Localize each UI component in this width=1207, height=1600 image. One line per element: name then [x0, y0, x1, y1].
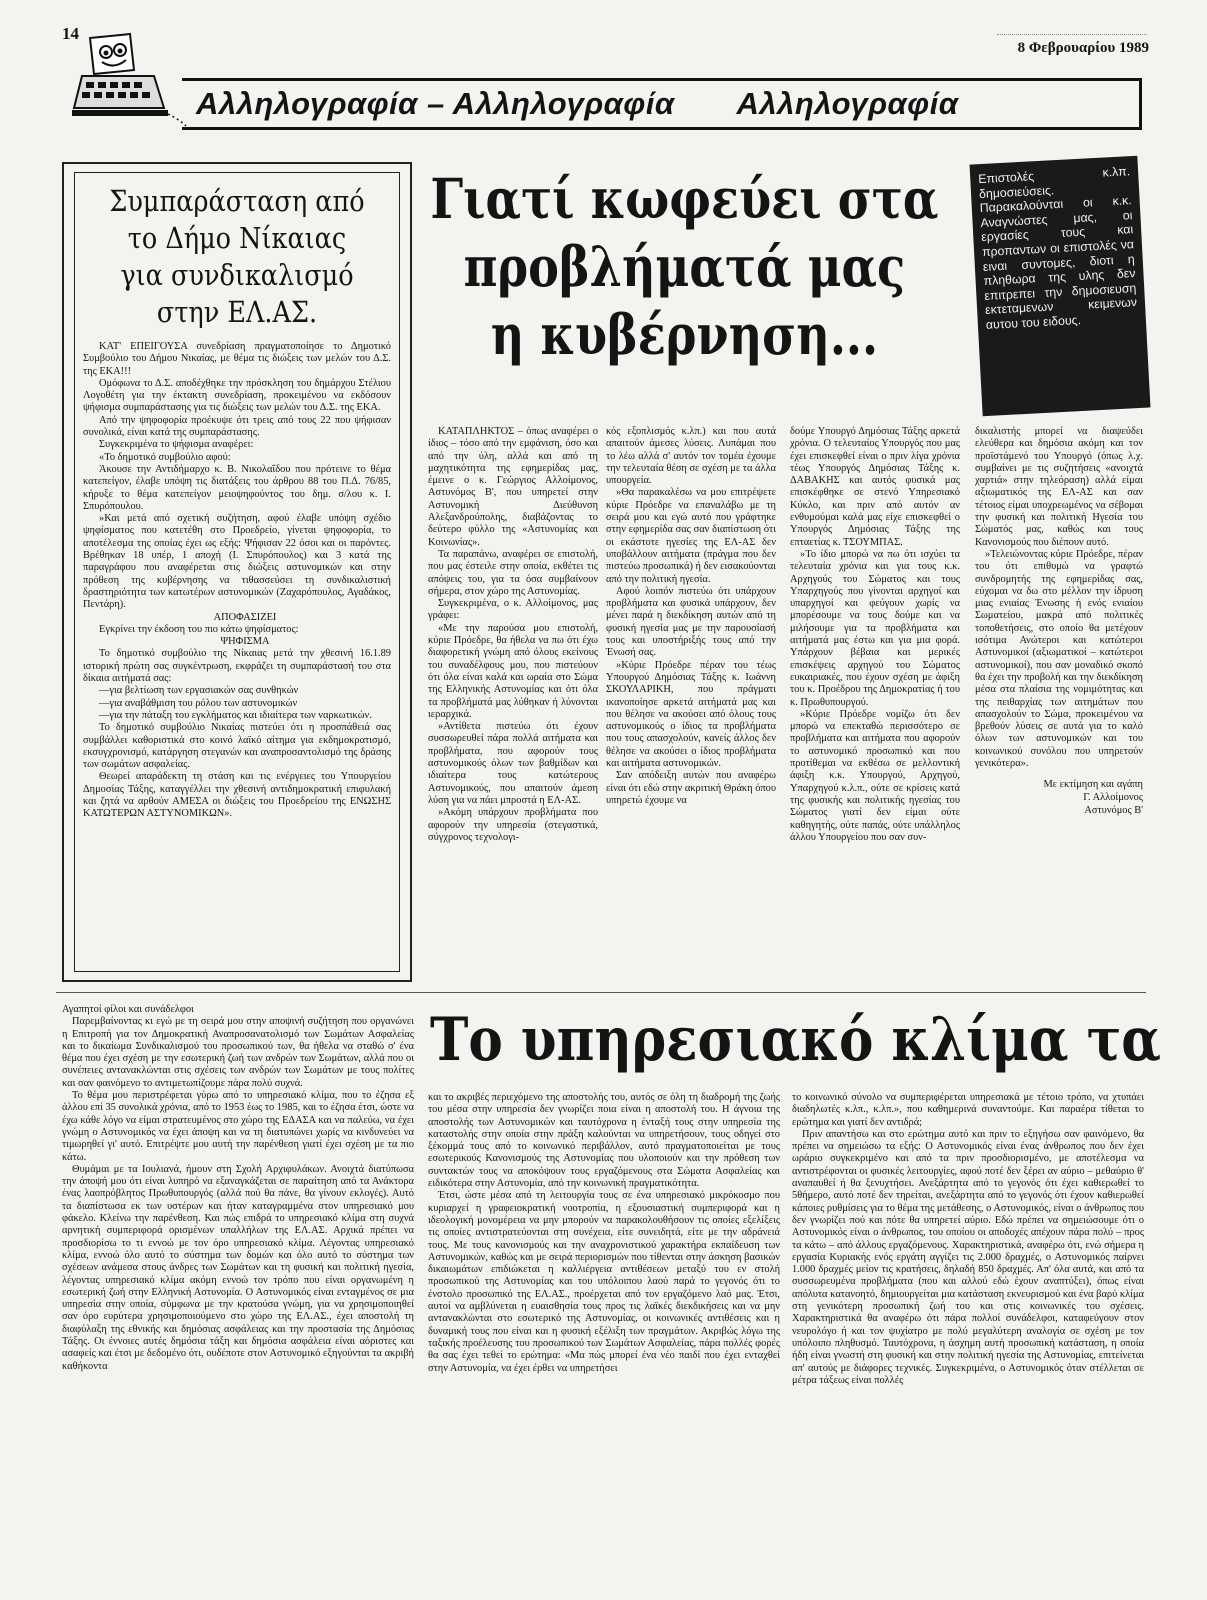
issue-date: 8 Φεβρουαρίου 1989 [1017, 40, 1149, 56]
editorial-notice: Επιστολές κ.λπ. δημοσιεύσεις. Παρακαλούνται οι κ.κ. Αναγνώστες μας, οι εργασίες τους και προπαντων οι επιστολές να ειναι συντομες, διοτι η πληθωρα της υλης δεν επιτρεπει την δημοσιευση εκτεταμενων κειμενων αυτου του ειδους. [970, 156, 1151, 416]
section-banner [182, 78, 1142, 130]
mascot-illustration-icon [68, 30, 188, 130]
banner-title: Αλληλογραφία [736, 86, 959, 121]
page-number: 14 [62, 24, 79, 43]
box-resolution: ΨΗΦΙΣΜΑ [220, 636, 270, 648]
section-divider [56, 992, 1146, 993]
article2-column-3: το κοινωνικό σύνολο να συμπεριφέρεται υπηρεσιακά με τέτοιο τρόπο, να χτυπάει διαδηλωτές κ.λπ., κ.λπ.», που καθημερινά συναντούμε. Και παραέρα τίθεται το ερώτημα και γιατί δεν αντιδρά; Πριν απαντήσω και στο ερώτημα αυτό και πριν το εξηγήσω σαν φαινόμενο, θα πρέπει να σημειώσω τα εξής: Ο Αστυνομικός είναι ένας άνθρωπος που δεν έχει ωράριο συγκεκριμένο και από τα πριν προσδιορισμένο, με αποτέλεσμα να αντιστρέφονται οι φυσικές λειτουργίες, αφού ποτέ δεν ξέρει αν αύριο – μεθαύριο θ' αναπαυθεί ή θα ξενυχτήσει. Ανεξάρτητα από το γεγονός ότι έχει καθιερωθεί το 5θήμερο, αυτό ποτέ δεν τηρείται, ανεξάρτητα από το γεγονός ότι έχουν καθιερωθεί κάποιες ρυθμίσεις για το θέμα της μετάθεσης, ο Αστυνομικός, είναι ο άνθρωπος που δεν γνωρίζει πού και πότε θα υπηρετεί αύριο. Εδώ πρέπει να σημειώσουμε ότι ο Αστυνομικός είναι ο άνθρωπος, του οποίου οι αποδοχές απέχουν πάρα πολύ – προς τα κάτω – από άλλους εργαζόμενους. Χαρακτηριστικά, αναφέρω ότι, ενώ σήμερα η εργασία Κυριακής ενός εργάτη αγγίζει τις 2.000 δραχμές, ο Αστυνομικός παίρνει 1.000 δραχμές μείον τις κρατήσεις, δηλαδή 850 δραχμές. Απ' όλα αυτά, και από τα συσσωρευμένα προβλήματα (που και αλλού εδώ έχουν αναπτύξει), όπως είναι απόλυτα κατανοητό, δημιουργείται μια κατάσταση εκνευρισμού και ένα βαρύ κλίμα στη γενικότερη προσωπική ζωή του και στις κοινωνικές του σχέσεις. Χαρακτηριστικά θα αναφέρω ότι πάρα πολλοί συνάδελφοι, καταφεύγουν στον νευρολόγο ή και τον ψυχίατρο με πολύ μεγαλύτερη αναλογία σε σχέση με τον υπόλοιπο πληθυσμό. Ταυτόχρονα, η άσχημη αυτή προσωπική κατάσταση, η οποία ήδη είναι γνωστή στη φυσική και στην πολιτική ηγεσία της Αστυνομίας, επιτείνεται απ' αυτούς με διάφορες τεχνικές. Συγκεκριμένα, ο Αστυνομικός όταν στέλλεται σε μέτρα τάξεως είναι πολλές [792, 1092, 1144, 1386]
main-headline: Γιατί κωφεύει στα προβλήματά μας η κυβέρνηση... [430, 166, 939, 367]
salutation: Αγαπητοί φίλοι και συνάδελφοι [62, 1004, 194, 1015]
box-body: ΚΑΤ' ΕΠΕΙΓΟΥΣΑ συνεδρίαση πραγματοποίησε το Δημοτικό Συμβούλιο του Δήμου Νικαίας, με θέμα τις διώξεις των μελών του Δ.Σ. της ΕΚΑ!!! Ομόφωνα το Δ.Σ. αποδέχθηκε την πρόσκληση του δημάρχου Στέλιου Λογοθέτη για την έκτακτη συνεδρίαση, προκειμένου να εκδόσουν ψήφισμα συμπαράστασης για τις διώξεις των μελών του Δ.Σ. της ΕΚΑ. Από την ψηφοφορία προέκυψε ότι τρεις από τους 22 που ψήφισαν συνολικά, είναι κατά της συμπαράστασης. Συγκεκριμένα το ψήφισμα αναφέρει: «Το δημοτικό συμβούλιο αφού: Άκουσε την Αντιδήμαρχο κ. Β. Νικολαΐδου που πρότεινε το θέμα κατεπείγον, έλαβε υπόψη τις διατάξεις του άρθρου 88 του Π.Δ. 76/85, κήρυξε το θέμα κατεπείγον μειοψηφούντος του δημ. σ/λου κ. Ι. Σπυρόπουλου. »Και μετά από σχετική συζήτηση, αφού έλαβε υπόψη σχέδιο ψηφίσματος που κατετέθη στο Προεδρείο, γίνεται ψηφοφορία, το αποτέλεσμα της οποίας έχει ως εξής: Ψήφισαν 22 όσοι και οι παρόντες. Βρέθηκαν 18 υπέρ, 1 αποχή (Ι. Σπυρόπουλος) και 3 κατά της παραγράφου που αναφέρεται στις διώξεις αστυνομικών και στην πρόθεση της κυβέρνησης να τιθασσεύσει τη συνδικαλιστική δραστηριότητα των κατωτέρων αστυνομικών (Ζαχαρόπουλος, Αγαδάκος, Πεντάρη). ΑΠΟΦΑΣΙΖΕΙ Εγκρίνει την έκδοση του πιο κάτω ψηφίσματος: ΨΗΦΙΣΜΑ Το δημοτικό συμβούλιο της Νίκαιας μετά την χθεσινή 16.1.89 ιστορική πρώτη σας συγκέντρωση, εκφράζει τη συμπαράστασή του στα δίκαια αιτήματά σας: —για βελτίωση των εργασιακών σας συνθηκών —για αναβάθμιση του ρόλου των αστυνομικών —για την πάταξη του εγκλήματος και ιδιαίτερα των ναρκωτικών. Το δημοτικό συμβούλιο Νικαίας πιστεύει ότι η προσπάθειά σας συμβάλλει καθοριστικά στο κοινό λαϊκό αίτημα για εκδημοκρατισμό, εκσυγχρονισμό, κατάργηση στεγανών και αναπροσαντολισμό της δράσης των σωμάτων ασφαλείας. Θεωρεί απαράδεκτη τη στάση και τις ενέργειες του Υπουργείου Δημοσίας Τάξης, καταγγέλλει την χθεσινή αντιδημοκρατική επιφυλακή και ζητά να αρθούν ΑΜΕΣΑ οι διώξεις του Προεδρείου της ΕΝΩΣΗΣ ΚΑΤΩΤΕΡΩΝ ΑΣΤΥΝΟΜΙΚΩΝ». [83, 341, 391, 820]
article2-column-1: Αγαπητοί φίλοι και συνάδελφοι Παρεμβαίνοντας κι εγώ με τη σειρά μου στην αποψινή συζήτηση που οργανώνει η Επιτροπή για τον Δημοκρατική Αναπροσανατολισμό των Σωμάτων Ασφαλείας και το δικαίωμα Συνδικαλισμού του προσωπικού των, θα ήθελα να σταθώ σ' ένα θέμα που έχει σχέση με την εσωτερική ζωή των ανδρών των Σωμάτων, αλλά που οι συνέπειες αντανακλώνται στις σχέσεις των ανδρών των Σωμάτων με τους πολίτες και σαν φαινόμενο το αντιμετωπίζουμε πάρα πολύ συχνά. Το θέμα μου περιστρέφεται γύρω από το υπηρεσιακό κλίμα, που το έζησα εξ άλλου επί 35 συνολικά χρόνια, από το 1953 έως το 1985, και το έζησα έτσι, ώστε να έχω κάθε λόγο να είμαι στρατευμένος στο χώρο της ΕΔΑΣΑ και να παλεύω, να έχει γνώμη ο Αστυνομικός να έχει άποψη και να τη διατυπώνει χωρίς να κινδυνεύει να τιμωρηθεί γι' αυτό. Επιτρέψτε μου αυτή την παρένθεση γιατί έχει σχέση με τα πιο κάτω. Θυμάμαι με τα Ιουλιανά, ήμουν στη Σχολή Αρχιφυλάκων. Ανοιχτά διατύπωσα την άποψή μου ότι είναι λυπηρό να εξαναγκάζεται σε παραίτηση από τα Ανάκτορα ένας λαοπρόβλητος Πρωθυπουργός (αλλά πού θα πάνε, θα γίνουν εκλογές). Αυτό τα διαπίστωσα εκ των υστέρων και ήταν καταγραμμένα στον υπηρεσιακό μου φάκελο. Κλείνω την παρένθεση. Και πώς επιδρά το υπηρεσιακό κλίμα στη συχνά αρνητική συμπεριφορά ορισμένων υπαλλήλων της ΕΛ.ΑΣ. Αρχικά πρέπει να προσδιορίσω το τι εννοώ με τον όρο υπηρεσιακό κλίμα. Λέγοντας υπηρεσιακό κλίμα, εννοώ όλο αυτό το σύστημα των δομών και όλο αυτό το σύστημα των σχέσεων ανάμεσα στους άνδρες των Σωμάτων και τη φυσική και πολιτική ηγεσία, λέγοντας υπηρεσιακό κλίμα ακόμη εννοώ τον τρόπο που είναι οργανωμένη η εσωτερική ζωή στην Ελληνική Αστυνομία. Ο Αστυνομικός είναι ενταγμένος σε μια υπηρεσία στην οποία, σύμφωνα με την κρατούσα γνώμη, για να χρησιμοποιηθεί σαν όρο ευρύτερα χρησιμοποιούμενο στο χώρο της ΕΛ.ΑΣ., έχει αποστολή τη διαφύλαξη της εθνικής και δημόσιας ασφάλειας και την προστασία της Δημόσιας Τάξης. Οι έννοιες αυτές δημόσια τάξη και δημόσια ασφάλεια είναι αόριστες και ασαφείς και έτσι με δεδομένο ότι, ουδέποτε στον Αστυνομικό εξηγούνται τα ακριβή καθήκοντα [62, 1004, 414, 1372]
article-column-3: δούμε Υπουργό Δημόσιας Τάξης αρκετά χρόνια. Ο τελευταίος Υπουργός που μας έχει επισκεφθεί είναι ο πριν λίγα χρόνια τέως Υπουργός Δημόσιας Τάξης κ. ΔΑΒΑΚΗΣ και αυτός φυσικά μας επισκέφθηκε σε στενό Υπηρεσιακό Κύκλο, και πριν από αυτόν αν ενθυμούμαι καλά μας είχε επισκεφθεί ο Υπουργός Δημόσιας Τάξης της επταετίας κ. ΤΣΟΥΜΠΑΣ. »Το ίδιο μπορώ να πω ότι ισχύει τα τελευταία χρόνια και για τους κ.κ. Αρχηγούς του Σώματος και τους Υπαρχηγούς που γίνονται αρχηγοί και υπαρχηγοί και φεύγουν χωρίς να μπορέσουμε να τους δούμε και να μιλήσουμε για τα προβλήματα και αιτήματά μας έστω και για μια φορά. Υπάρχουν βέβαια και μερικές επισκέψεις αρχηγού του Σώματος ευκαιριακές, που έχουν σχέση με άφιξη του κ. Προέδρου της Δημοκρατίας ή του κ. Πρωθυπουργού. »Κύριε Πρόεδρε νομίζω ότι δεν μπορώ να επεκταθώ περισσότερο σε προβλήματα και αιτήματα που αφορούν το αστυνομικό προσωπικό και που προτίθεμαι να εκθέσω σε μελλοντική άφιξη κ.κ. Υπουργού, Αρχηγού, Υπαρχηγού κ.λ.π., ούτε σε κρίσεις κατά της φυσικής και πολιτικής ηγεσίας του Σώματος γιατί δεν είμαι ούτε καθηγητής, ούτε παπάς, ούτε υπάλληλος άλλου Υπουργείου που σαν συν- [790, 426, 960, 843]
box-title: Συμπαράσταση από το Δήμο Νίκαιας για συνδικαλισμό στην ΕΛ.ΑΣ. [109, 184, 365, 329]
article-column-4: δικαλιστής μπορεί να διαψεύδει ελεύθερα και δημόσια ακόμη και τον προϊστάμενό του Υπουργό (όπως λ.χ. συμβαίνει με τις συζητήσεις «ανοιχτά χαρτιά» στην τηλεόραση) αλλά είμαι αξιωματικός της ΕΛ-ΑΣ και σαν τέτοιος είμαι υποχρεωμένος να σέβομαι την φυσική και πολιτική Ηγεσία του Σώματός μας, καθώς και τους Κανονισμούς που διέπουν αυτό. »Τελειώνοντας κύριε Πρόεδρε, πέραν του ότι επιθυμώ να γραφτώ συνδρομητής της εφημερίδας σας, εύχομαι να δω στο μέλλον την ίδρυση μιας ενιαίας Ένωσης ή ενός ενιαίου Σωματείου, μακρά από πολιτικές τοποθετήσεις, στο οποίο θα μετέχουν ισότιμα Ανώτεροι και κατώτεροι Αστυνομικοί (αξιωματικοί – κατώτεροι αστυνομικοί), που σαν μοναδικό σκοπό θα έχει την προβολή και την διεκδίκηση μέσα στα πλαίσια της νομιμότητας και της πειθαρχίας των αιτημάτων που απασχολούν το Σώμα, προκειμένου να βρεθούν λύσεις σε αυτά για το καλό όλων των αστυνομικών και του κοινωνικού συνόλου που υπηρετούν γενικότερα». Με εκτίμηση και αγάπη Γ. Αλλοίμονος Αστυνόμος Β' [975, 426, 1143, 817]
second-headline: Το υπηρεσιακό κλίμα τα [430, 1005, 1162, 1075]
article-column-2: κός εξοπλισμός κ.λπ.) και που αυτά απαιτούν άμεσες λύσεις. Λυπάμαι που το λέω αλλά σ' αυτόν τον τομέα έχουμε την τελευταία θέση σε σχέση με τα άλλα υπουργεία. »Θα παρακαλέσω να μου επιτρέψετε κύριε Πρόεδρε να επαναλάβω με τη σειρά μου και εγώ αυτό που γράφτηκε στην εφημερίδα σας σαν διαπίστωση ότι οι εκάστοτε ηγεσίες της ΕΛ-ΑΣ δεν υποβάλλουν αιτήματα (πράγμα που δεν πιστεύω προσωπικά) ή δεν εισακούονται από την πολιτική ηγεσία. Αφού λοιπόν πιστεύω ότι υπάρχουν προβλήματα και φυσικά υπάρχουν, δεν μένει παρά η διεκδίκηση αυτών από τη φυσική ηγεσία μας με την παρουσίασή τους και υποστήριξής τους από την Ένωσή σας. »Κύριε Πρόεδρε πέραν του τέως Υπουργού Δημόσιας Τάξης κ. Ιωάννη ΣΚΟΥΛΑΡΙΚΗ, που πράγματι ικανοποίησε αρκετά αιτήματά μας και που θέλησε να ακούσει από όλους τους αστυνομικούς ο ίδιος τα προβλήματα που τους απασχολούν, κανείς άλλος δεν θέλησε να ακούσει ο ίδιος προβλήματα και αιτήματα αστυνομικών. Σαν απόδειξη αυτών που αναφέρω είναι ότι εδώ στην ακριτική Θράκη όπου υπηρετώ έχουμε να [606, 426, 776, 806]
article2-column-2: και το ακριβές περιεχόμενο της αποστολής του, αυτός σε όλη τη διαδρομή της ζωής του μέσα στην υπηρεσία δεν γνωρίζει ποια είναι η αποστολή του. Η άγνοια της αποστολής των Αστυνομικών και ταυτόχρονα η ένταξή τους στην υπηρεσία της καταστολής στην οποία στην πράξη καλούνται να υπηρετήσουν, τους οδηγεί στο ξέκομμά τους από το κοινωνικό περιβάλλον, αυτό πραγματοποιείται με τους εσωτερικούς Κανονισμούς της Αστυνομίας που υλοποιούν και την πρόθεση των συντακτών τους να αποκόψουν τους εργαζόμενους στα Σώματα Ασφαλείας και ειδικότερα στην Αστυνομία, από την κοινωνική πραγματικότητα. Έτσι, ώστε μέσα από τη λειτουργία τους σε ένα υπηρεσιακό μικρόκοσμο που κυριαρχεί η γραφειοκρατική νοοτροπία, η εξουσιαστική συμπεριφορά και η ιδεολογική μονομέρεια να μην μπορούν να παρακολουθήσουν τις οποίες εξελίξεις τις οποίες αντιστρατεύονται στη συνέχεια, είτε συνειδητά, είτε με την αδράνειά τους. Με τους κανονισμούς και την αναχρονιστικού χαρακτήρα εκπαίδευση των Αστυνομικών, καθώς και με σειρά περιορισμών που τίθενται στην άσκηση βασικών δικαιωμάτων επιδιώκεται η καλλιέργεια αντιθέσεων μεταξύ του εν στολή προσωπικού της Αστυνομίας και του υπόλοιπου λαού παρά το γεγονός ότι το ένστολο προσωπικό της ΕΛ.ΑΣ., προέρχεται από τον εργαζόμενο λαό μας. Έτσι, αυτοί να αμβλύνεται η ευαισθησία τους προς τις λαϊκές διεκδικήσεις και να μην αντανακλώνται στο εσωτερικό της Αστυνομίας, οι κοινωνικές αντιθέσεις και η δυναμική τους που είναι και η φυσική εξέλιξη των πραγμάτων. Ακριβώς λόγω της ταξικής προέλευσης του προσωπικού των Σωμάτων Ασφαλείας, πάρα πολλές φορές θα σας έχει τεθεί το ερώτημα: «Μα πώς μπορεί ένα νέο παιδί που έχει ενταχθεί στην Αστυνομία, να έχει έρθει να υπηρετήσει [428, 1092, 780, 1374]
article-column-1: ΚΑΤΑΠΛΗΚΤΟΣ – όπως αναφέρει ο ίδιος – τόσο από την εμφάνιση, όσο και από την ύλη, αλλά και από τη μαχητικότητα της εφημερίδας μας, έμεινε ο κ. Γεώργιος Αλλοίμονος, Αστυνόμος Β', που υπηρετεί στην Αστυνομική Διεύθυνση Αλεξανδρούπολης, διαβάζοντας το δεύτερο φύλλο της «Αστυνομίας και Κοινωνίας». Τα παραπάνω, αναφέρει σε επιστολή, που μας έστειλε στην οποία, εκθέτει τις απόψεις του, για τα όσα συμβαίνουν σήμερα, στον χώρο της Αστυνομίας. Συγκεκριμένα, ο κ. Αλλοίμονος, μας γράφει: «Με την παρούσα μου επιστολή, κύριε Πρόεδρε, θα ήθελα να πω ότι έχω διαφορετική γνώμη από όλους εκείνους του συναδέλφους μου, που πιστεύουν ότι όλα είναι καλά και ωραία στο Σώμα της Ελληνικής Αστυνομίας και ότι όλα τα προβλήματά μας λύθηκαν ή λύνονται ιεραρχικά. »Αντίθετα πιστεύω ότι έχουν συσσωρευθεί πάρα πολλά αιτήματα και προβλήματα, που αφορούν τους αστυνομικούς όλων των βαθμίδων και ιδιαίτερα τους κατώτερους Αστυνομικούς, που απαιτούν άμεση λύση για να πάει μπροστά η ΕΛ-ΑΣ. »Ακόμη υπάρχουν προβλήματα που αφορούν την υπηρεσία (στεγαστικά, σύγχρονος τεχνολογι- [428, 426, 598, 843]
boxed-article [62, 162, 412, 982]
box-decides: ΑΠΟΦΑΣΙΖΕΙ [213, 611, 277, 623]
masthead-faint [997, 20, 1147, 35]
signature: Με εκτίμηση και αγάπη Γ. Αλλοίμονος Αστυνόμος Β' [1043, 779, 1143, 817]
banner-title: Αλληλογραφία – Αλληλογραφία [196, 86, 675, 121]
